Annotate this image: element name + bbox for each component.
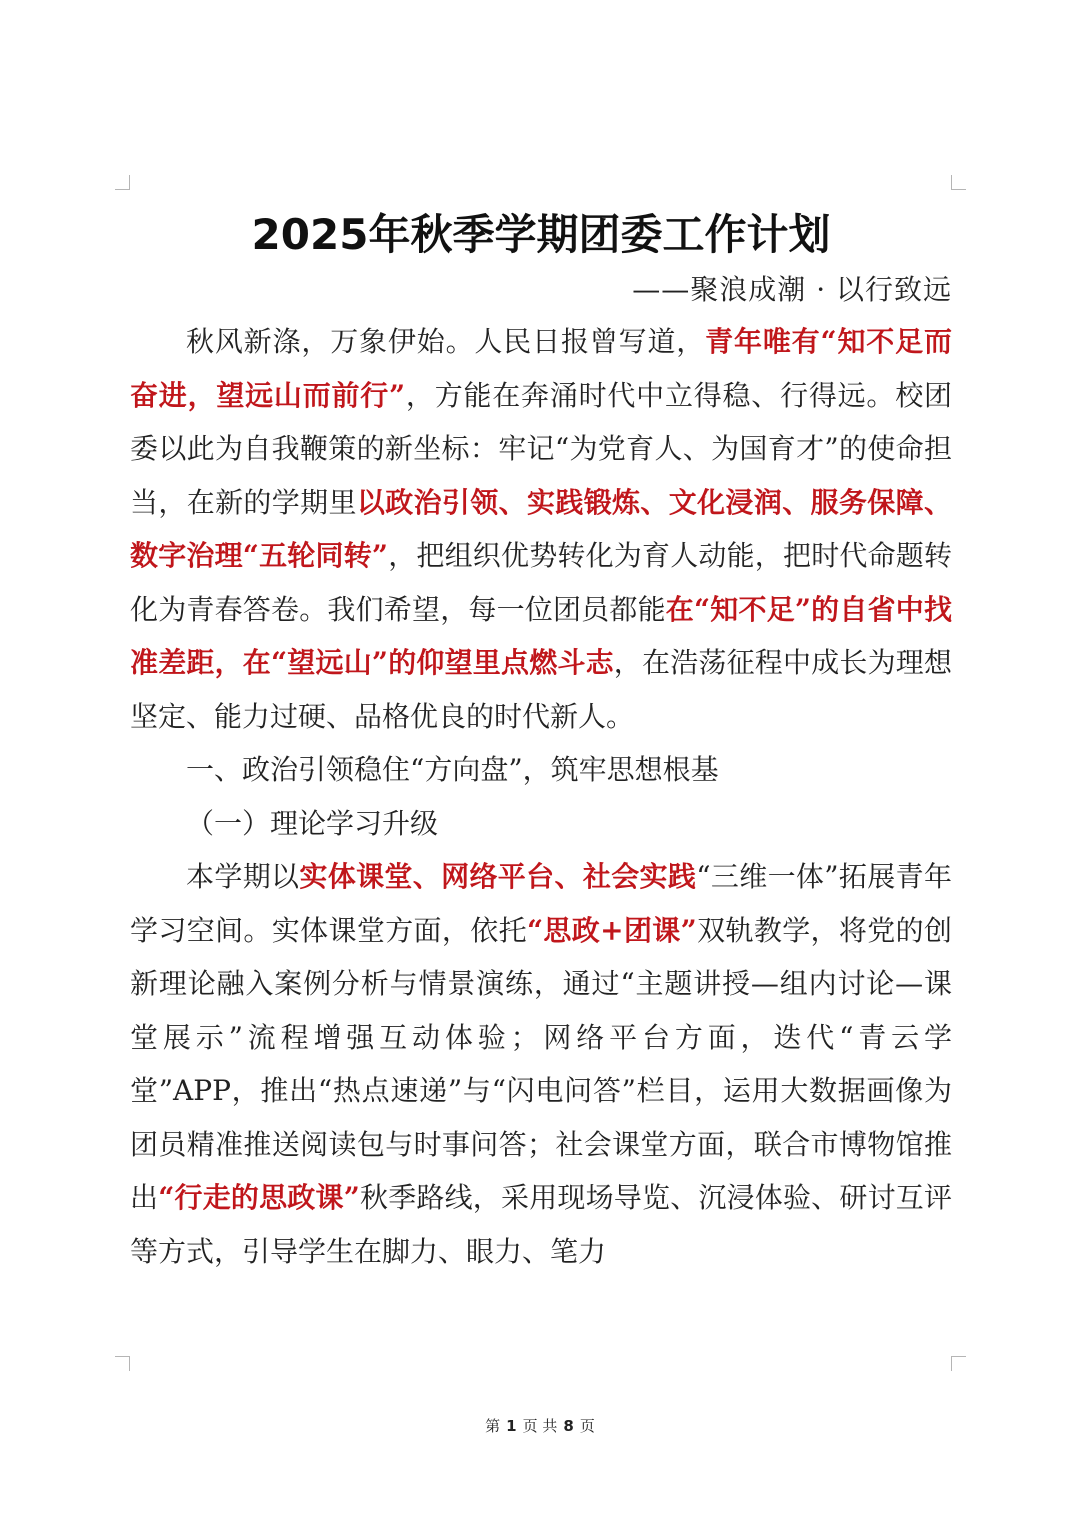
footer-current-page: 1 (506, 1417, 517, 1435)
page-corner-mark-bottom-left (115, 1356, 130, 1371)
intro-highlight-3: 在“知不足”的自省中找准差距，在“望远山”的仰望里点燃斗志 (130, 592, 952, 679)
intro-text-4: ，在浩荡征程中成长为理想坚定、能力过硬、品格优良的时代新人。 (130, 646, 952, 733)
body-highlight-1: 实体课堂、网络平台、社会实践 (299, 860, 697, 893)
intro-paragraph (130, 315, 952, 743)
page-corner-mark-bottom-right (951, 1356, 966, 1371)
section-1-heading: 一、政治引领稳住“方向盘”，筑牢思想根基 (186, 753, 719, 786)
body-text-1: 本学期以 (186, 860, 300, 893)
intro-text-2: ，方能在奔涌时代中立得稳、行得远。校团委以此为自我鞭策的新坐标：牢记“为党育人、为国育才”的使命担当，在新的学期里 (130, 378, 952, 519)
footer-middle: 页 共 (522, 1417, 558, 1435)
intro-highlight-2: 以政治引领、实践锻炼、文化浸润、服务保障、数字治理“五轮同转” (130, 485, 952, 572)
document-page-content (130, 205, 952, 1278)
body-text-2: “三维一体”拓展青年学习空间。实体课堂方面，依托 (130, 860, 952, 947)
body-highlight-2: “思政+团课” (526, 913, 697, 947)
intro-text-3: ，把组织优势转化为育人动能，把时代命题转化为青春答卷。我们希望，每一位团员都能 (130, 539, 952, 626)
subsection-1-heading: （一）理论学习升级 (186, 806, 439, 840)
page-corner-mark-top-left (115, 175, 130, 190)
footer-total-pages: 8 (563, 1417, 574, 1435)
intro-text-1: 秋风新涤，万象伊始。人民日报曾写道， (186, 325, 706, 358)
intro-highlight-1: 青年唯有“知不足而奋进，望远山而前行” (130, 325, 952, 412)
body-highlight-3: “行走的思政课” (158, 1181, 360, 1214)
footer-suffix: 页 (579, 1417, 595, 1435)
page-corner-mark-top-right (951, 175, 966, 190)
document-title: 2025年秋季学期团委工作计划 (251, 210, 831, 259)
page-footer (0, 1415, 1080, 1436)
body-paragraph (130, 850, 952, 1278)
footer-prefix: 第 (485, 1417, 501, 1435)
body-text-4: 秋季路线，采用现场导览、沉浸体验、研讨互评等方式，引导学生在脚力、眼力、笔力 (130, 1181, 952, 1268)
document-subtitle: ——聚浪成潮 · 以行致远 (632, 273, 952, 306)
body-text-3: 双轨教学，将党的创新理论融入案例分析与情景演练，通过“主题讲授—组内讨论—课堂展示”流程增强互动体验；网络平台方面，迭代“青云学堂”APP，推出“热点速递”与“闪电问答”栏目，运用大数据画像为团员精准推送阅读包与时事问答；社会课堂方面，联合市博物馆推出 (130, 913, 952, 1214)
